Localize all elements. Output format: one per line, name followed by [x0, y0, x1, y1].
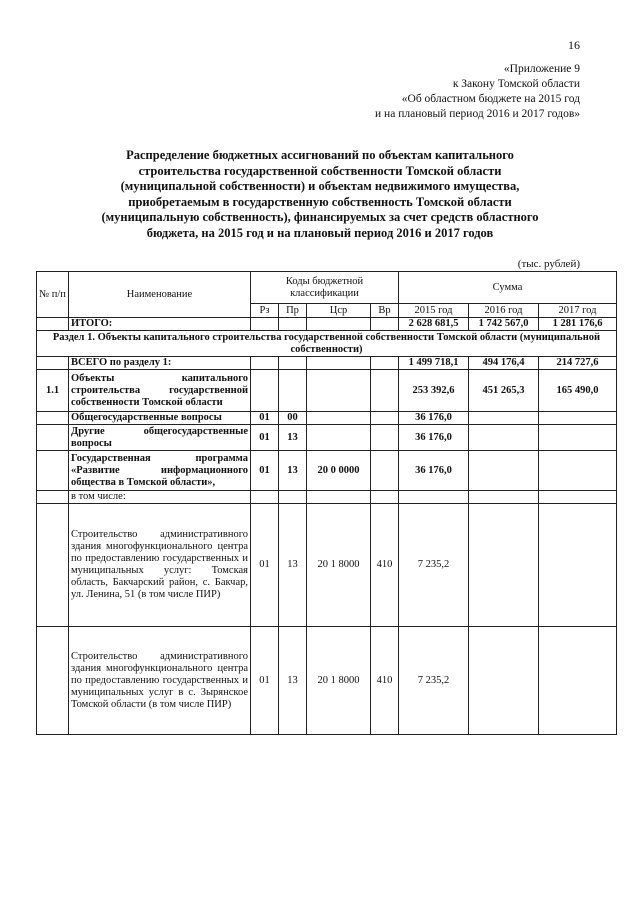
- row-rz: 01: [251, 412, 279, 425]
- units-label: (тыс. рублей): [517, 258, 580, 270]
- header-num: № п/п: [37, 272, 69, 318]
- header-vr: Вр: [371, 304, 399, 318]
- title-line: (муниципальную собственность), финансируемых за счет средств областного: [101, 210, 539, 224]
- row-name: Объекты капитального строительства государственной собственности Томской области: [69, 370, 251, 412]
- table-row: [37, 370, 617, 412]
- row-2015: 7 235,2: [399, 627, 469, 735]
- row-vr: 410: [371, 627, 399, 735]
- table-row: [37, 425, 617, 451]
- page-number: 16: [568, 38, 580, 52]
- row-2016: 451 265,3: [469, 370, 539, 412]
- header-2016: 2016 год: [469, 304, 539, 318]
- section-total-label: ВСЕГО по разделу 1:: [69, 357, 251, 370]
- row-pr: 13: [279, 425, 307, 451]
- header-2017: 2017 год: [539, 304, 617, 318]
- row-pr: 13: [279, 627, 307, 735]
- table-row: [37, 412, 617, 425]
- row-name: Другие общегосударственные вопросы: [69, 425, 251, 451]
- row-csr: 20 0 0000: [307, 451, 371, 491]
- row-2015: 36 176,0: [399, 425, 469, 451]
- appendix-line: к Закону Томской области: [452, 78, 580, 90]
- appendix-line: «Об областном бюджете на 2015 год: [401, 93, 580, 105]
- table-row: [37, 331, 617, 357]
- including-label: в том числе:: [69, 491, 251, 504]
- row-2015: 36 176,0: [399, 451, 469, 491]
- row-2015: 253 392,6: [399, 370, 469, 412]
- row-csr: 20 1 8000: [307, 627, 371, 735]
- appendix-note: [375, 62, 580, 122]
- header-codes: Коды бюджетной классификации: [251, 272, 399, 304]
- section-total-2015: 1 499 718,1: [399, 357, 469, 370]
- total-label: ИТОГО:: [69, 318, 251, 331]
- row-name: Государственная программа «Развитие информационного общества в Томской области»,: [69, 451, 251, 491]
- table-row: [37, 451, 617, 491]
- header-name: Наименование: [69, 272, 251, 318]
- row-vr: 410: [371, 504, 399, 627]
- title-line: бюджета, на 2015 год и на плановый период 2016 и 2017 годов: [146, 225, 494, 240]
- header-sum: Сумма: [399, 272, 617, 304]
- total-2017: 1 281 176,6: [539, 318, 617, 331]
- row-pr: 13: [279, 451, 307, 491]
- row-2015: 7 235,2: [399, 504, 469, 627]
- header-pr: Пр: [279, 304, 307, 318]
- row-rz: 01: [251, 425, 279, 451]
- row-2015: 36 176,0: [399, 412, 469, 425]
- appendix-line: и на плановый период 2016 и 2017 годов»: [375, 108, 580, 120]
- header-csr: Цср: [307, 304, 371, 318]
- appendix-line: «Приложение 9: [503, 63, 580, 75]
- budget-table: [36, 271, 617, 735]
- total-2015: 2 628 681,5: [399, 318, 469, 331]
- row-csr: 20 1 8000: [307, 504, 371, 627]
- title-line: Распределение бюджетных ассигнований по объектам капитального: [126, 148, 514, 162]
- table-row: [37, 627, 617, 735]
- section-total-2017: 214 727,6: [539, 357, 617, 370]
- header-2015: 2015 год: [399, 304, 469, 318]
- table-row: [37, 357, 617, 370]
- row-pr: 13: [279, 504, 307, 627]
- table-row: [37, 491, 617, 504]
- row-name: Строительство административного здания многофункционального центра по предоставлению государственных и муниципальных услуг: Томская область, Бакчарский район, с. Бакчар, ул. Ленина, 51 (в том числе ПИР): [69, 504, 251, 627]
- title-line: строительства государственной собственности Томской области: [138, 163, 502, 178]
- title-line: приобретаемым в государственную собственность Томской области: [128, 194, 512, 209]
- row-2017: 165 490,0: [539, 370, 617, 412]
- row-name: Строительство административного здания многофункционального центра по предоставлению государственных и муниципальных услуг в с. Зырянское Томской области (в том числе ПИР): [69, 627, 251, 735]
- title-line: (муниципальной собственности) и объектам недвижимого имущества,: [120, 179, 520, 193]
- row-name: Общегосударственные вопросы: [69, 412, 251, 425]
- section-total-2016: 494 176,4: [469, 357, 539, 370]
- document-title: [70, 148, 570, 241]
- total-2016: 1 742 567,0: [469, 318, 539, 331]
- table-row: [37, 318, 617, 331]
- row-number: 1.1: [37, 370, 69, 412]
- row-pr: 00: [279, 412, 307, 425]
- row-rz: 01: [251, 451, 279, 491]
- row-rz: 01: [251, 504, 279, 627]
- table-row: [37, 504, 617, 627]
- section-heading: Раздел 1. Объекты капитального строительства государственной собственности Томской области (муниципальной собственности): [37, 331, 617, 357]
- row-rz: 01: [251, 627, 279, 735]
- header-rz: Рз: [251, 304, 279, 318]
